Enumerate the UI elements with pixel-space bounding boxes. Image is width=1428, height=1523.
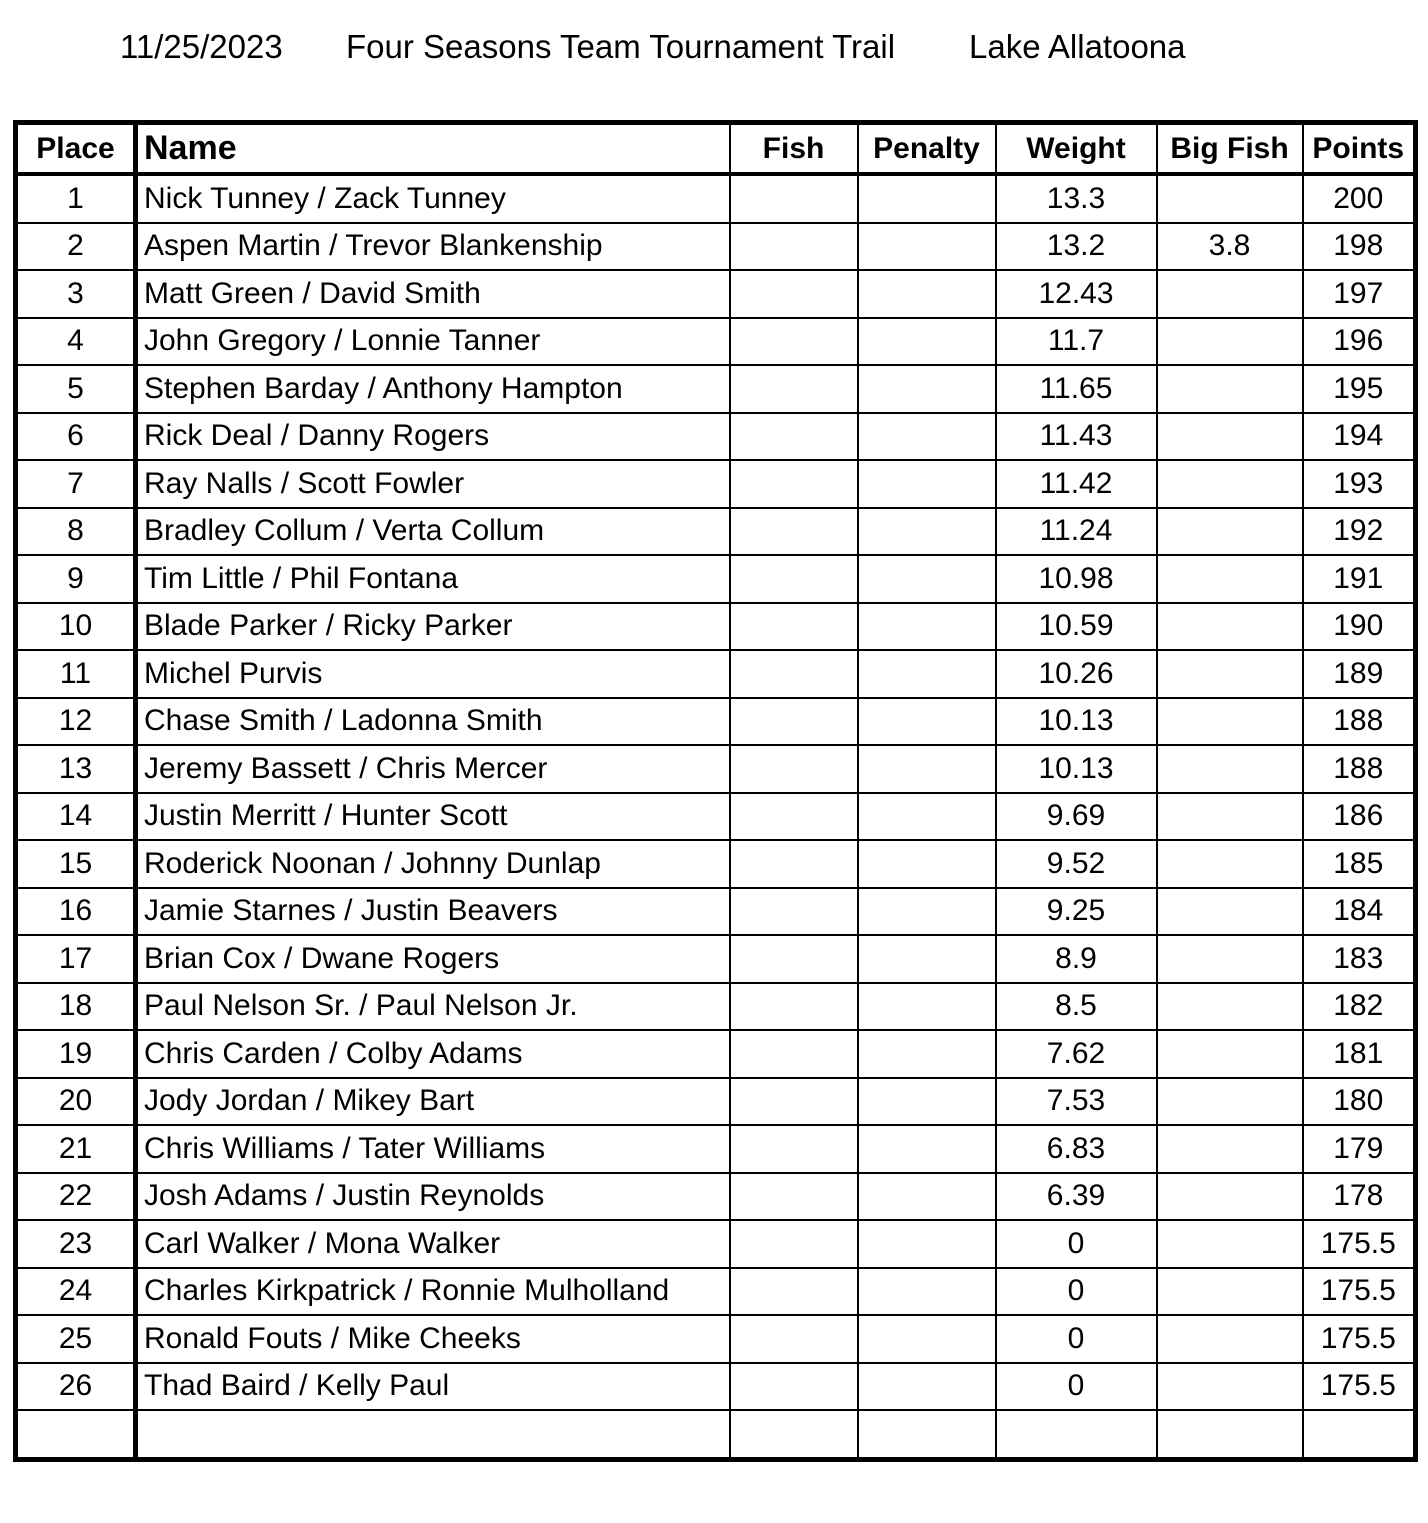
weight-cell: 11.24 — [996, 508, 1157, 556]
big-fish-cell — [1157, 1078, 1303, 1126]
name-cell — [136, 1410, 730, 1459]
place-cell: 8 — [16, 508, 136, 556]
table-row — [16, 1030, 1416, 1078]
table-row — [16, 460, 1416, 508]
table-row — [16, 555, 1416, 603]
big-fish-cell — [1157, 603, 1303, 651]
place-cell: 21 — [16, 1125, 136, 1173]
points-cell: 188 — [1303, 698, 1416, 746]
place-cell: 13 — [16, 745, 136, 793]
table-row — [16, 840, 1416, 888]
weight-cell: 8.9 — [996, 935, 1157, 983]
weight-cell: 13.2 — [996, 223, 1157, 271]
name-cell: Justin Merritt / Hunter Scott — [136, 793, 730, 841]
tournament-name: Four Seasons Team Tournament Trail — [346, 28, 896, 65]
points-cell: 179 — [1303, 1125, 1416, 1173]
place-cell: 20 — [16, 1078, 136, 1126]
name-cell: Josh Adams / Justin Reynolds — [136, 1173, 730, 1221]
table-row — [16, 698, 1416, 746]
points-cell: 175.5 — [1303, 1220, 1416, 1268]
penalty-cell — [858, 270, 996, 318]
table-row — [16, 935, 1416, 983]
weight-cell: 9.52 — [996, 840, 1157, 888]
lake-name: Lake Allatoona — [969, 28, 1186, 65]
results-table — [13, 120, 1418, 1462]
name-cell: Paul Nelson Sr. / Paul Nelson Jr. — [136, 983, 730, 1031]
table-row — [16, 223, 1416, 271]
penalty-cell — [858, 460, 996, 508]
points-cell: 190 — [1303, 603, 1416, 651]
table-row — [16, 1220, 1416, 1268]
penalty-cell — [858, 365, 996, 413]
column-header-points: Points — [1303, 123, 1416, 175]
big-fish-cell — [1157, 983, 1303, 1031]
table-row — [16, 270, 1416, 318]
penalty-cell — [858, 935, 996, 983]
name-cell: Tim Little / Phil Fontana — [136, 555, 730, 603]
points-cell: 185 — [1303, 840, 1416, 888]
document-title — [0, 24, 1428, 70]
fish-cell — [730, 698, 858, 746]
penalty-cell — [858, 413, 996, 461]
place-cell: 18 — [16, 983, 136, 1031]
points-cell: 192 — [1303, 508, 1416, 556]
fish-cell — [730, 555, 858, 603]
points-cell: 184 — [1303, 888, 1416, 936]
weight-cell: 0 — [996, 1268, 1157, 1316]
points-cell: 188 — [1303, 745, 1416, 793]
name-cell: Stephen Barday / Anthony Hampton — [136, 365, 730, 413]
place-cell: 1 — [16, 174, 136, 223]
penalty-cell — [858, 1173, 996, 1221]
table-row — [16, 1315, 1416, 1363]
fish-cell — [730, 745, 858, 793]
column-header-big-fish: Big Fish — [1157, 123, 1303, 175]
big-fish-cell — [1157, 745, 1303, 793]
big-fish-cell — [1157, 318, 1303, 366]
weight-cell: 10.13 — [996, 698, 1157, 746]
fish-cell — [730, 1173, 858, 1221]
points-cell: 198 — [1303, 223, 1416, 271]
name-cell: Jamie Starnes / Justin Beavers — [136, 888, 730, 936]
place-cell: 15 — [16, 840, 136, 888]
tournament-date: 11/25/2023 — [120, 28, 283, 65]
place-cell: 25 — [16, 1315, 136, 1363]
place-cell: 9 — [16, 555, 136, 603]
big-fish-cell — [1157, 650, 1303, 698]
big-fish-cell — [1157, 1173, 1303, 1221]
name-cell: Rick Deal / Danny Rogers — [136, 413, 730, 461]
fish-cell — [730, 1315, 858, 1363]
column-header-name: Name — [136, 123, 730, 175]
header-row — [16, 123, 1416, 175]
place-cell: 2 — [16, 223, 136, 271]
fish-cell — [730, 413, 858, 461]
points-cell: 189 — [1303, 650, 1416, 698]
fish-cell — [730, 1363, 858, 1411]
place-cell: 23 — [16, 1220, 136, 1268]
penalty-cell — [858, 745, 996, 793]
column-header-penalty: Penalty — [858, 123, 996, 175]
fish-cell — [730, 270, 858, 318]
big-fish-cell — [1157, 1030, 1303, 1078]
weight-cell: 11.7 — [996, 318, 1157, 366]
name-cell: Brian Cox / Dwane Rogers — [136, 935, 730, 983]
place-cell: 22 — [16, 1173, 136, 1221]
place-cell: 5 — [16, 365, 136, 413]
table-row — [16, 365, 1416, 413]
big-fish-cell — [1157, 365, 1303, 413]
table-row — [16, 1268, 1416, 1316]
points-cell: 186 — [1303, 793, 1416, 841]
fish-cell — [730, 174, 858, 223]
name-cell: Roderick Noonan / Johnny Dunlap — [136, 840, 730, 888]
table-row — [16, 413, 1416, 461]
penalty-cell — [858, 1030, 996, 1078]
weight-cell: 7.53 — [996, 1078, 1157, 1126]
table-row — [16, 1125, 1416, 1173]
big-fish-cell — [1157, 270, 1303, 318]
big-fish-cell — [1157, 1125, 1303, 1173]
name-cell: Aspen Martin / Trevor Blankenship — [136, 223, 730, 271]
big-fish-cell — [1157, 793, 1303, 841]
place-cell: 12 — [16, 698, 136, 746]
table-row — [16, 318, 1416, 366]
fish-cell — [730, 1030, 858, 1078]
points-cell: 195 — [1303, 365, 1416, 413]
fish-cell — [730, 318, 858, 366]
points-cell: 181 — [1303, 1030, 1416, 1078]
points-cell: 194 — [1303, 413, 1416, 461]
place-cell: 6 — [16, 413, 136, 461]
points-cell: 191 — [1303, 555, 1416, 603]
weight-cell: 11.43 — [996, 413, 1157, 461]
penalty-cell — [858, 1410, 996, 1459]
table-row — [16, 888, 1416, 936]
big-fish-cell — [1157, 174, 1303, 223]
penalty-cell — [858, 223, 996, 271]
points-cell: 200 — [1303, 174, 1416, 223]
table-row — [16, 508, 1416, 556]
penalty-cell — [858, 1220, 996, 1268]
penalty-cell — [858, 983, 996, 1031]
weight-cell: 10.59 — [996, 603, 1157, 651]
fish-cell — [730, 508, 858, 556]
big-fish-cell — [1157, 1220, 1303, 1268]
table-row — [16, 650, 1416, 698]
table-row — [16, 793, 1416, 841]
penalty-cell — [858, 793, 996, 841]
place-cell: 19 — [16, 1030, 136, 1078]
big-fish-cell — [1157, 460, 1303, 508]
table-row — [16, 1078, 1416, 1126]
fish-cell — [730, 840, 858, 888]
fish-cell — [730, 793, 858, 841]
big-fish-cell — [1157, 698, 1303, 746]
weight-cell: 6.39 — [996, 1173, 1157, 1221]
weight-cell: 12.43 — [996, 270, 1157, 318]
name-cell: Chris Williams / Tater Williams — [136, 1125, 730, 1173]
penalty-cell — [858, 508, 996, 556]
penalty-cell — [858, 1125, 996, 1173]
big-fish-cell — [1157, 413, 1303, 461]
points-cell: 193 — [1303, 460, 1416, 508]
name-cell: Charles Kirkpatrick / Ronnie Mulholland — [136, 1268, 730, 1316]
results-body — [16, 174, 1416, 1459]
penalty-cell — [858, 840, 996, 888]
points-cell: 196 — [1303, 318, 1416, 366]
big-fish-cell — [1157, 840, 1303, 888]
name-cell: Michel Purvis — [136, 650, 730, 698]
place-cell: 17 — [16, 935, 136, 983]
table-row — [16, 983, 1416, 1031]
place-cell: 4 — [16, 318, 136, 366]
name-cell: Chris Carden / Colby Adams — [136, 1030, 730, 1078]
place-cell: 24 — [16, 1268, 136, 1316]
points-cell: 175.5 — [1303, 1315, 1416, 1363]
weight-cell: 7.62 — [996, 1030, 1157, 1078]
column-header-place: Place — [16, 123, 136, 175]
penalty-cell — [858, 603, 996, 651]
name-cell: Jeremy Bassett / Chris Mercer — [136, 745, 730, 793]
name-cell: John Gregory / Lonnie Tanner — [136, 318, 730, 366]
points-cell: 180 — [1303, 1078, 1416, 1126]
fish-cell — [730, 935, 858, 983]
weight-cell: 0 — [996, 1363, 1157, 1411]
penalty-cell — [858, 1315, 996, 1363]
fish-cell — [730, 650, 858, 698]
fish-cell — [730, 888, 858, 936]
points-cell: 182 — [1303, 983, 1416, 1031]
weight-cell: 8.5 — [996, 983, 1157, 1031]
big-fish-cell — [1157, 1268, 1303, 1316]
name-cell: Ronald Fouts / Mike Cheeks — [136, 1315, 730, 1363]
penalty-cell — [858, 1078, 996, 1126]
points-cell: 178 — [1303, 1173, 1416, 1221]
big-fish-cell — [1157, 555, 1303, 603]
name-cell: Chase Smith / Ladonna Smith — [136, 698, 730, 746]
fish-cell — [730, 365, 858, 413]
points-cell: 175.5 — [1303, 1363, 1416, 1411]
table-row — [16, 603, 1416, 651]
weight-cell — [996, 1410, 1157, 1459]
fish-cell — [730, 460, 858, 508]
penalty-cell — [858, 318, 996, 366]
fish-cell — [730, 1220, 858, 1268]
penalty-cell — [858, 650, 996, 698]
points-cell: 183 — [1303, 935, 1416, 983]
column-header-fish: Fish — [730, 123, 858, 175]
weight-cell: 10.13 — [996, 745, 1157, 793]
fish-cell — [730, 223, 858, 271]
big-fish-cell — [1157, 1315, 1303, 1363]
points-cell — [1303, 1410, 1416, 1459]
penalty-cell — [858, 1363, 996, 1411]
big-fish-cell — [1157, 1363, 1303, 1411]
place-cell: 16 — [16, 888, 136, 936]
points-cell: 197 — [1303, 270, 1416, 318]
fish-cell — [730, 983, 858, 1031]
fish-cell — [730, 603, 858, 651]
big-fish-cell: 3.8 — [1157, 223, 1303, 271]
name-cell: Thad Baird / Kelly Paul — [136, 1363, 730, 1411]
fish-cell — [730, 1125, 858, 1173]
fish-cell — [730, 1268, 858, 1316]
place-cell: 10 — [16, 603, 136, 651]
table-row — [16, 745, 1416, 793]
penalty-cell — [858, 1268, 996, 1316]
name-cell: Carl Walker / Mona Walker — [136, 1220, 730, 1268]
place-cell: 3 — [16, 270, 136, 318]
weight-cell: 11.42 — [996, 460, 1157, 508]
penalty-cell — [858, 888, 996, 936]
big-fish-cell — [1157, 508, 1303, 556]
penalty-cell — [858, 698, 996, 746]
table-row — [16, 1173, 1416, 1221]
place-cell — [16, 1410, 136, 1459]
weight-cell: 0 — [996, 1315, 1157, 1363]
place-cell: 7 — [16, 460, 136, 508]
name-cell: Ray Nalls / Scott Fowler — [136, 460, 730, 508]
penalty-cell — [858, 174, 996, 223]
fish-cell — [730, 1078, 858, 1126]
penalty-cell — [858, 555, 996, 603]
weight-cell: 6.83 — [996, 1125, 1157, 1173]
name-cell: Blade Parker / Ricky Parker — [136, 603, 730, 651]
name-cell: Jody Jordan / Mikey Bart — [136, 1078, 730, 1126]
big-fish-cell — [1157, 935, 1303, 983]
column-header-weight: Weight — [996, 123, 1157, 175]
name-cell: Bradley Collum / Verta Collum — [136, 508, 730, 556]
table-row — [16, 1363, 1416, 1411]
weight-cell: 13.3 — [996, 174, 1157, 223]
table-row — [16, 1410, 1416, 1459]
name-cell: Matt Green / David Smith — [136, 270, 730, 318]
table-row — [16, 174, 1416, 223]
weight-cell: 10.98 — [996, 555, 1157, 603]
place-cell: 14 — [16, 793, 136, 841]
weight-cell: 9.25 — [996, 888, 1157, 936]
weight-cell: 0 — [996, 1220, 1157, 1268]
fish-cell — [730, 1410, 858, 1459]
place-cell: 26 — [16, 1363, 136, 1411]
weight-cell: 9.69 — [996, 793, 1157, 841]
place-cell: 11 — [16, 650, 136, 698]
weight-cell: 11.65 — [996, 365, 1157, 413]
big-fish-cell — [1157, 888, 1303, 936]
big-fish-cell — [1157, 1410, 1303, 1459]
points-cell: 175.5 — [1303, 1268, 1416, 1316]
weight-cell: 10.26 — [996, 650, 1157, 698]
name-cell: Nick Tunney / Zack Tunney — [136, 174, 730, 223]
